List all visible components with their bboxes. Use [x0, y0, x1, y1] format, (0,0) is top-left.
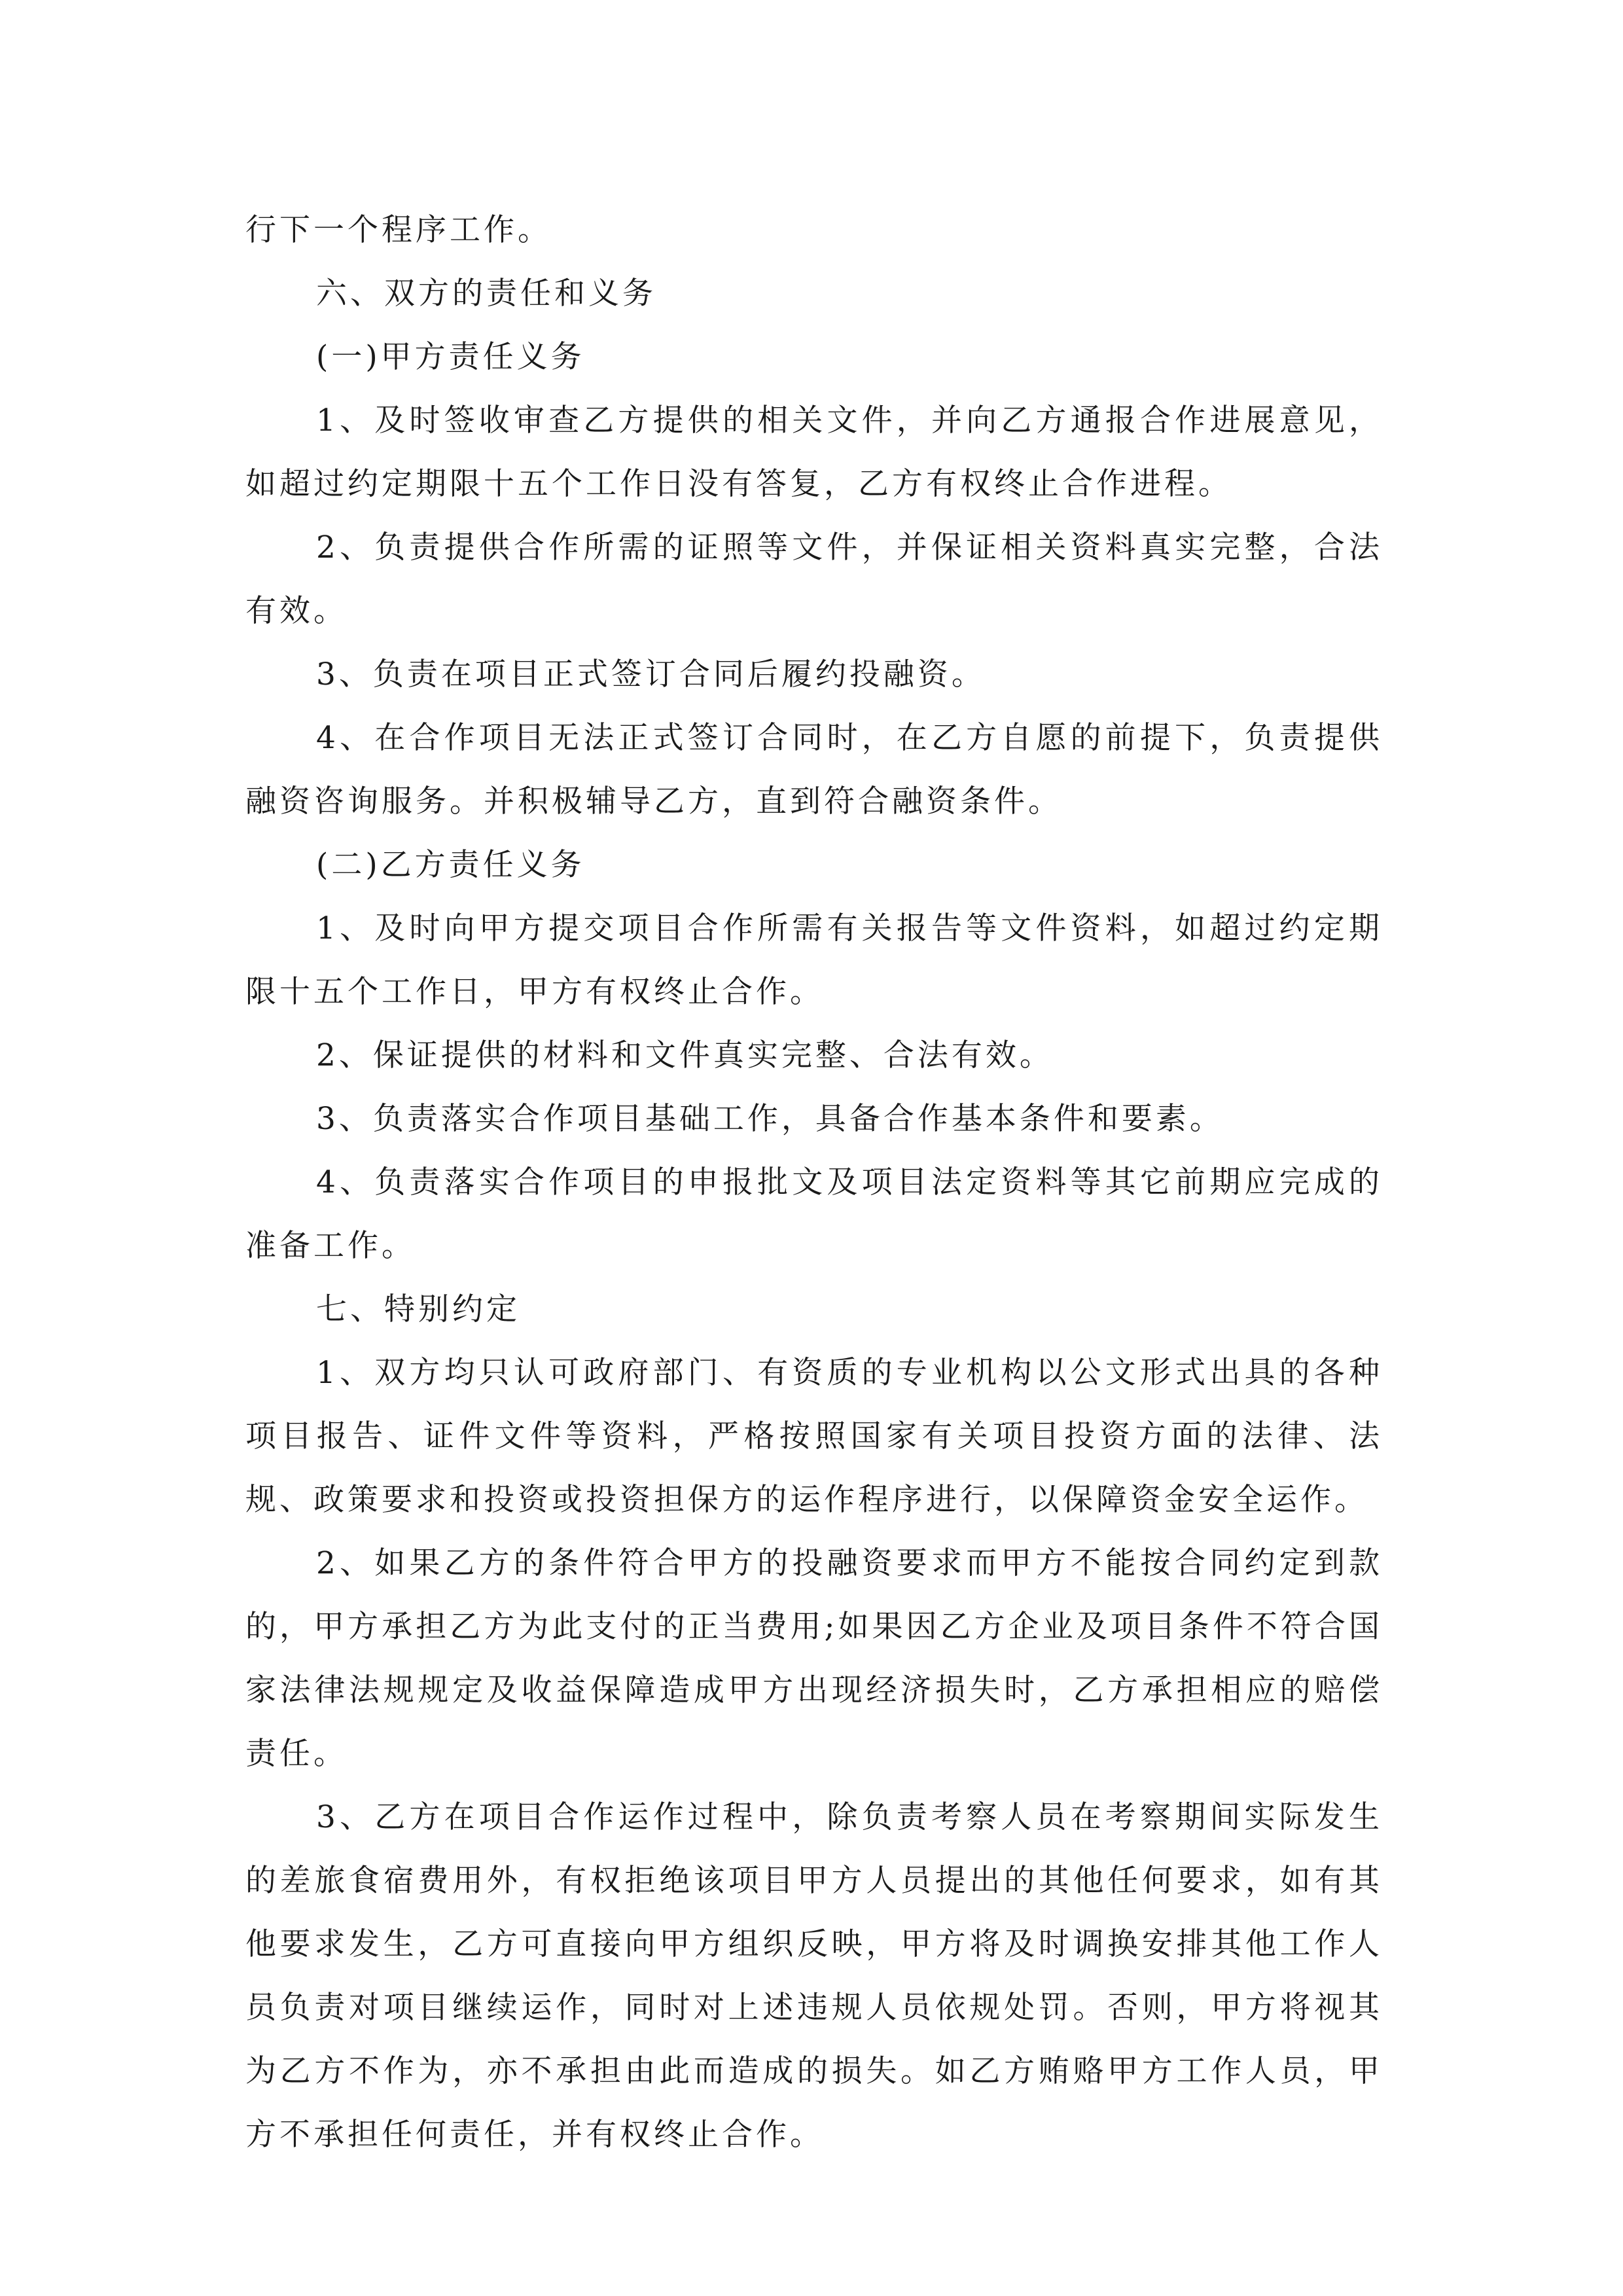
party-b-clause-2: 2、保证提供的材料和文件真实完整、合法有效。 [316, 1037, 1054, 1073]
special-clause-2: 2、如果乙方的条件符合甲方的投融资要求而甲方不能按合同约定到款的，甲方承担乙方为此支付的正当费用;如果因乙方企业及项目条件不符合国家法律法规规定及收益保障造成甲方出现经济损失时，乙方承担相应的赔偿责任。 [245, 1545, 1383, 1772]
party-a-clause-1: 1、及时签收审查乙方提供的相关文件，并向乙方通报合作进展意见，如超过约定期限十五个工作日没有答复，乙方有权终止合作进程。 [245, 403, 1383, 502]
party-b-clause-1: 1、及时向甲方提交项目合作所需有关报告等文件资料，如超过约定期限十五个工作日，甲方有权终止合作。 [245, 910, 1383, 1010]
section-heading-6: 六、双方的责任和义务 [316, 276, 656, 312]
subsection-heading-party-a: (一)甲方责任义务 [316, 339, 585, 375]
party-b-clause-4: 4、负责落实合作项目的申报批文及项目法定资料等其它前期应完成的准备工作。 [245, 1164, 1383, 1264]
section-heading-7: 七、特别约定 [316, 1291, 520, 1327]
special-clause-1: 1、双方均只认可政府部门、有资质的专业机构以公文形式出具的各种项目报告、证件文件等资料，严格按照国家有关项目投资方面的法律、法规、政策要求和投资或投资担保方的运作程序进行，以保障资金安全运作。 [245, 1355, 1383, 1518]
party-a-clause-4: 4、在合作项目无法正式签订合同时，在乙方自愿的前提下，负责提供融资咨询服务。并积极辅导乙方，直到符合融资条件。 [245, 720, 1383, 819]
document-body [245, 198, 1383, 2166]
party-b-clause-3: 3、负责落实合作项目基础工作，具备合作基本条件和要素。 [316, 1101, 1224, 1137]
special-clause-3: 3、乙方在项目合作运作过程中，除负责考察人员在考察期间实际发生的差旅食宿费用外，有权拒绝该项目甲方人员提出的其他任何要求，如有其他要求发生，乙方可直接向甲方组织反映，甲方将及时调换安排其他工作人员负责对项目继续运作，同时对上述违规人员依规处罚。否则，甲方将视其为乙方不作为，亦不承担由此而造成的损失。如乙方贿赂甲方工作人员，甲方不承担任何责任，并有权终止合作。 [245, 1799, 1383, 2153]
paragraph-continuation: 行下一个程序工作。 [245, 212, 552, 248]
subsection-heading-party-b: (二)乙方责任义务 [316, 847, 585, 883]
party-a-clause-2: 2、负责提供合作所需的证照等文件，并保证相关资料真实完整，合法有效。 [245, 529, 1383, 629]
party-a-clause-3: 3、负责在项目正式签订合同后履约投融资。 [316, 656, 986, 692]
